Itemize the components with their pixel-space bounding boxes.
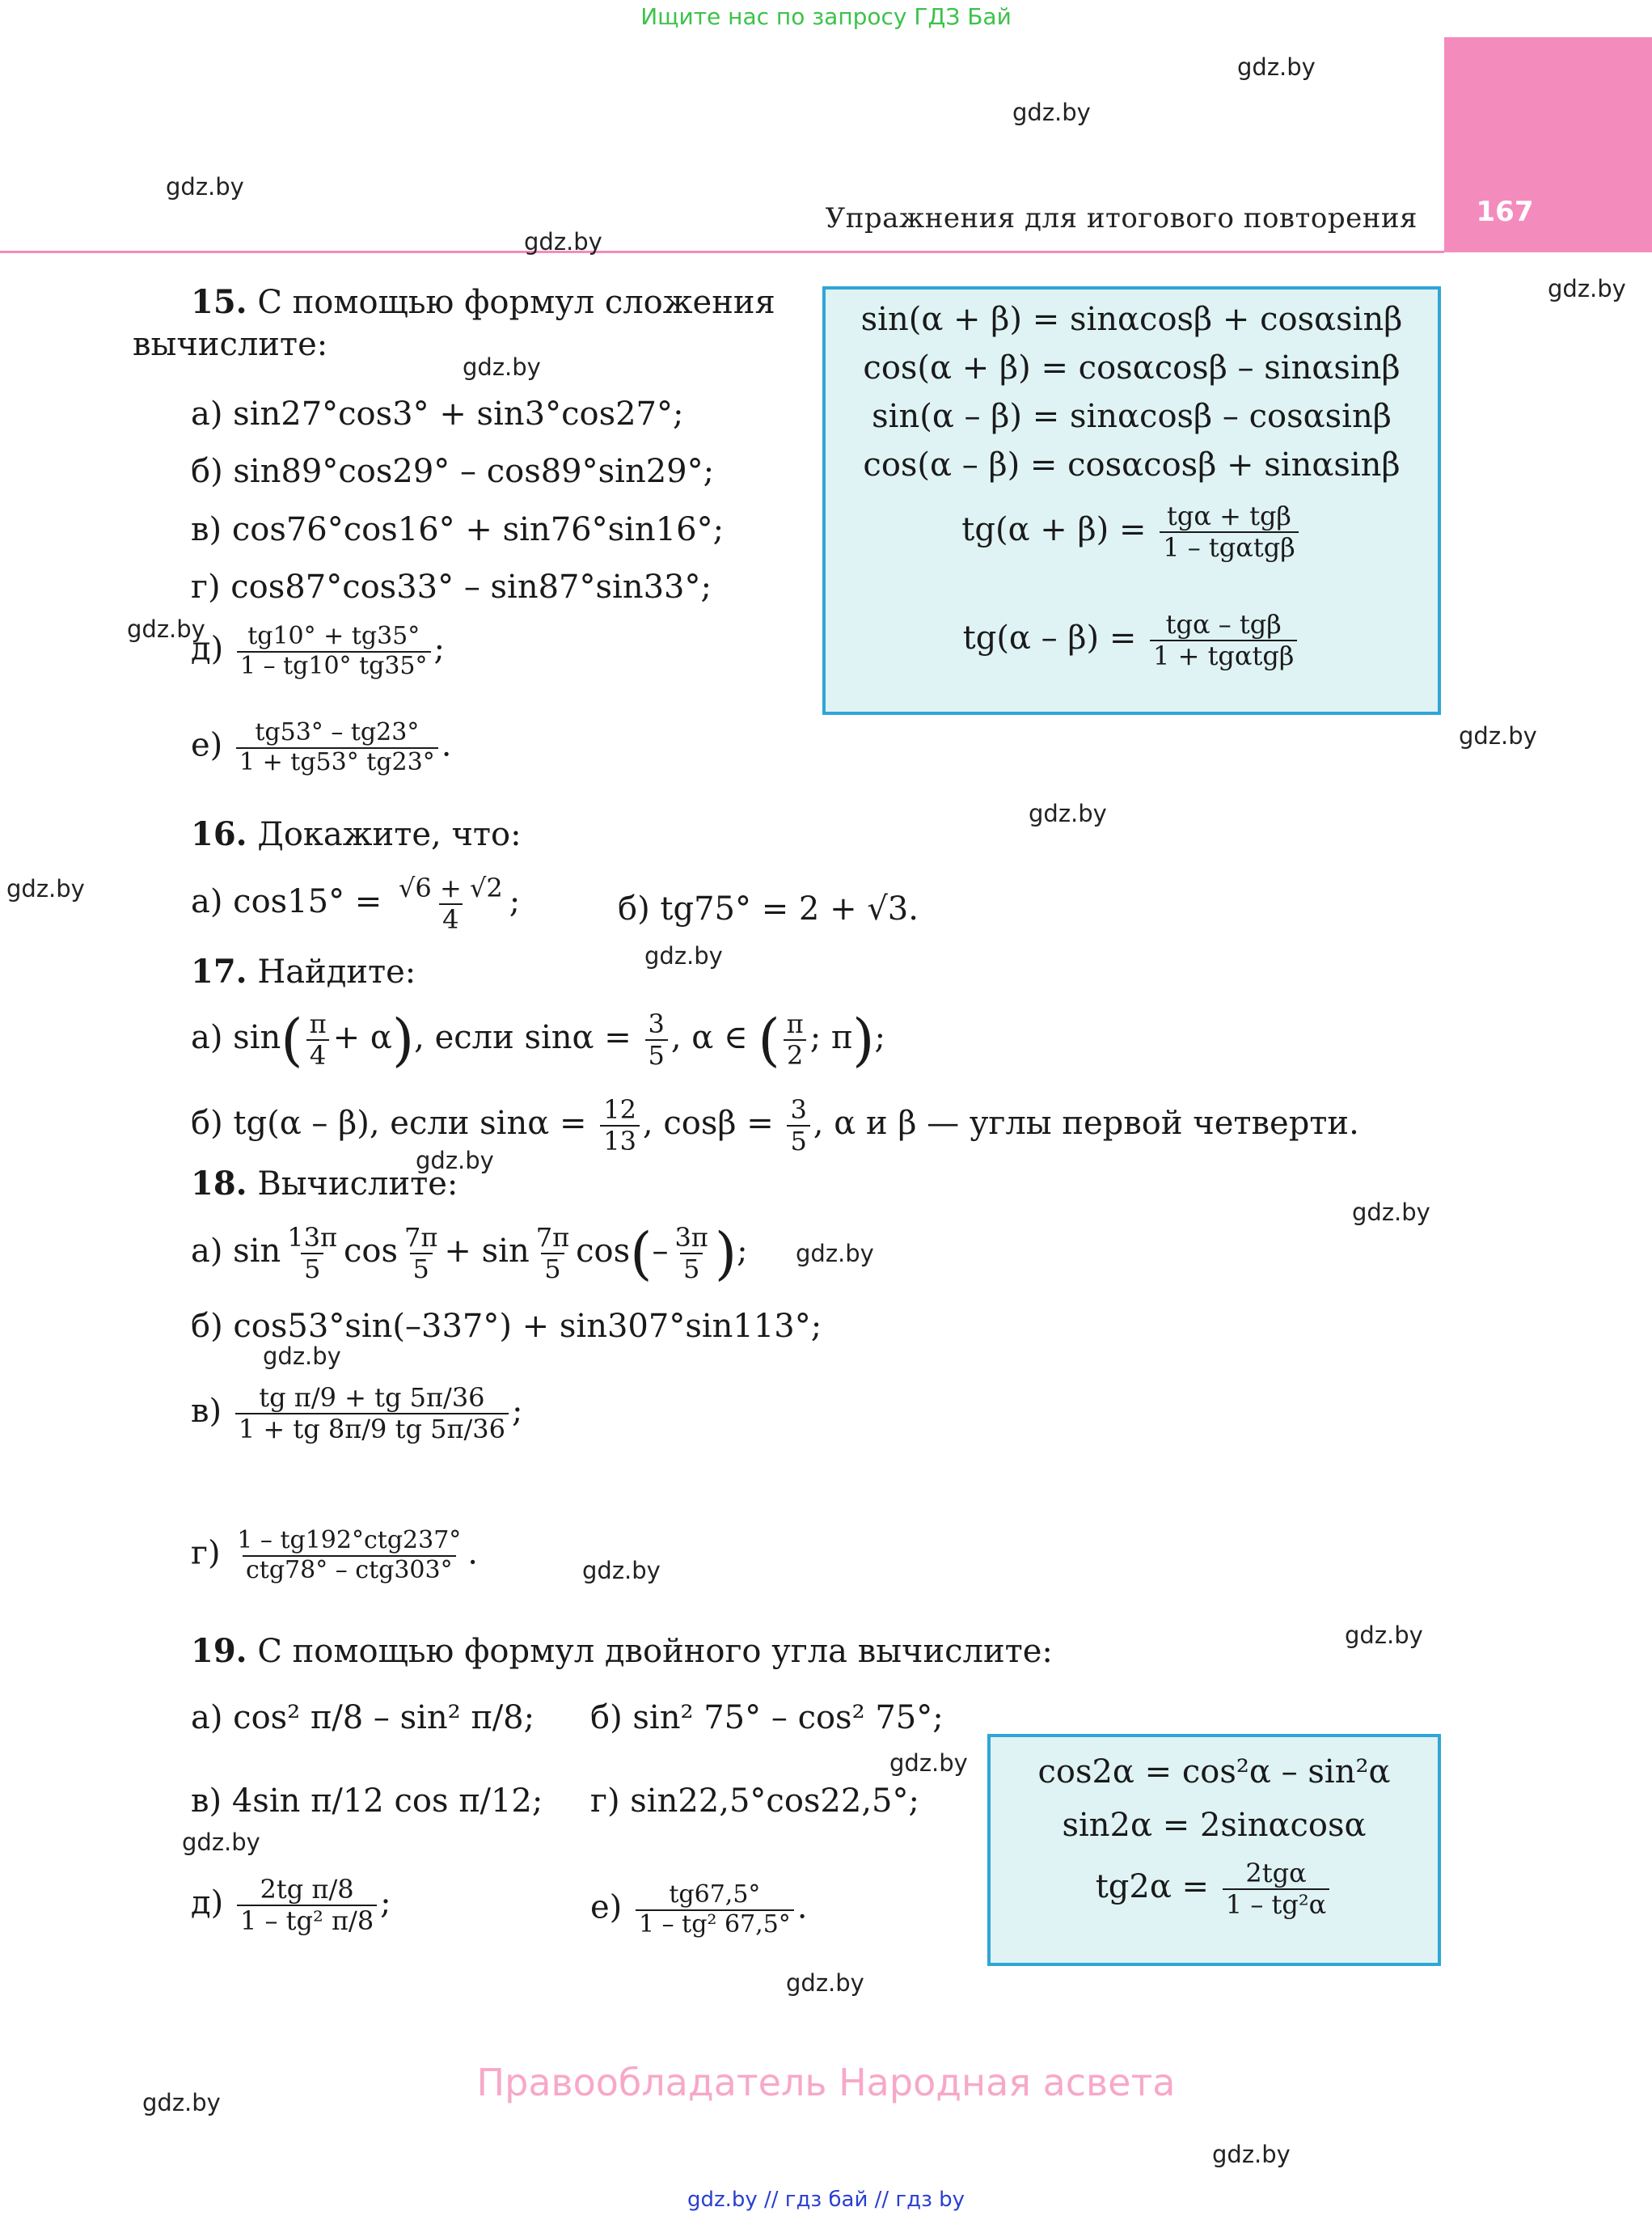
punctuation: . [796, 1888, 808, 1926]
ex15-item-g: г) cos87°cos33° – sin87°sin33°; [191, 569, 712, 606]
page-number: 167 [1476, 196, 1534, 228]
numerator: √6 + √2 [399, 873, 503, 903]
formula-text: , если sinα = [414, 1018, 632, 1056]
numerator: 13π [287, 1222, 337, 1253]
exercise-title: Вычислите: [257, 1165, 458, 1203]
watermark: gdz.by [524, 228, 602, 256]
denominator: 1 – tg10° tg35° [237, 651, 431, 681]
ex18-item-v [191, 1383, 522, 1444]
numerator: tg10° + tg35° [247, 622, 420, 650]
denominator: 1 + tg53° tg23° [236, 747, 438, 777]
formula-text: ; π [809, 1018, 853, 1056]
exercise-16-heading [191, 815, 522, 854]
watermark: gdz.by [142, 2089, 221, 2116]
item-label: е) [590, 1888, 623, 1926]
watermark: gdz.by [1459, 722, 1537, 750]
numerator: 2tgα [1245, 1858, 1307, 1888]
watermark: gdz.by [1212, 2141, 1291, 2168]
paren-close: ) [852, 1006, 875, 1073]
item-label: е) [191, 726, 223, 764]
watermark: gdz.by [1029, 800, 1107, 827]
ex19-item-d [191, 1875, 391, 1936]
bottom-links[interactable]: gdz.by // гдз бай // гдз by [687, 2188, 965, 2212]
ex15-item-b: б) sin89°cos29° – cos89°sin29°; [191, 453, 715, 490]
ex18-item-a [191, 1220, 748, 1287]
paren-open: ( [758, 1006, 780, 1073]
fraction [237, 1875, 377, 1936]
fraction [237, 623, 431, 680]
watermark: gdz.by [889, 1749, 968, 1777]
ex19-item-b: б) sin² 75° – cos² 75°; [590, 1699, 944, 1736]
formula-line [991, 1858, 1438, 1920]
fraction [671, 1223, 711, 1284]
exercise-15-heading [191, 283, 775, 322]
ex18-item-g [191, 1527, 478, 1584]
watermark: gdz.by [127, 615, 205, 643]
denominator: 5 [410, 1253, 433, 1284]
exercise-title: С помощью формул двойного угла вычислите: [257, 1633, 1053, 1670]
numerator: π [786, 1008, 804, 1039]
denominator: 1 – tg² 67,5° [636, 1909, 794, 1939]
running-header: Упражнения для итогового повторения [825, 202, 1418, 235]
addition-formulas-box [822, 286, 1441, 715]
denominator: ctg78° – ctg303° [243, 1555, 456, 1585]
denominator: 13 [600, 1125, 640, 1156]
denominator: 1 – tg² π/8 [237, 1905, 377, 1936]
item-label: г) [191, 1534, 221, 1572]
watermark: gdz.by [1237, 53, 1316, 81]
numerator: 7π [404, 1222, 438, 1253]
denominator: 2 [784, 1039, 806, 1071]
punctuation: ; [380, 1884, 391, 1922]
fraction [636, 1881, 794, 1939]
formula-text: а) sin [191, 1018, 281, 1056]
watermark: gdz.by [1012, 99, 1091, 126]
punctuation: ; [511, 1392, 523, 1430]
numerator: 3π [674, 1222, 708, 1253]
numerator: 7π [535, 1222, 570, 1253]
watermark: gdz.by [416, 1147, 494, 1174]
exercise-number: 17. [191, 953, 247, 991]
numerator: 12 [603, 1094, 636, 1125]
fraction [401, 1223, 441, 1284]
denominator: 5 [301, 1253, 323, 1284]
fraction [645, 1009, 668, 1071]
formula-text: б) tg(α – β), если sinα = [191, 1104, 587, 1142]
denominator: 4 [306, 1039, 329, 1071]
ex15-item-d [191, 623, 445, 680]
watermark: gdz.by [1548, 275, 1626, 302]
exercise-15-title-cont: вычислите: [133, 326, 328, 363]
formula-text: – [652, 1232, 669, 1270]
formula-line: sin2α = 2sinαcosα [1062, 1807, 1367, 1844]
paren-close: ) [391, 1006, 415, 1073]
numerator: π [309, 1008, 327, 1039]
exercise-19-heading [191, 1632, 1053, 1671]
formula-line: sin(α – β) = sinαcosβ – cosαsinβ [872, 398, 1392, 435]
numerator: 3 [648, 1008, 665, 1039]
denominator: 5 [645, 1039, 668, 1071]
header-divider [0, 251, 1444, 253]
formula-text: , α и β — углы первой четверти. [813, 1104, 1359, 1142]
formula-line: cos2α = cos²α – sin²α [1037, 1753, 1391, 1791]
watermark: gdz.by [796, 1240, 874, 1267]
watermark: gdz.by [582, 1557, 661, 1584]
watermark: gdz.by [182, 1829, 260, 1856]
formula-line: sin(α + β) = sinαcosβ + cosαsinβ [860, 301, 1403, 338]
exercise-number: 15. [191, 283, 247, 321]
fraction [1150, 610, 1297, 671]
numerator: 2tg π/8 [260, 1874, 354, 1905]
exercise-title: Докажите, что: [257, 816, 522, 853]
denominator: 1 + tgαtgβ [1150, 640, 1297, 671]
formula-line: cos(α + β) = cosαcosβ – sinαsinβ [863, 349, 1401, 387]
numerator: 1 – tg192°ctg237° [237, 1526, 462, 1554]
fraction [306, 1009, 330, 1071]
ex15-item-e [191, 719, 451, 776]
punctuation: ; [509, 882, 521, 920]
paren-close: ) [714, 1220, 737, 1287]
punctuation: ; [737, 1232, 748, 1270]
formula-line [826, 610, 1438, 671]
ex15-item-a: а) sin27°cos3° + sin3°cos27°; [191, 395, 684, 433]
exercise-18-heading [191, 1165, 458, 1203]
formula-text: , α ∈ [670, 1018, 748, 1056]
denominator: 5 [680, 1253, 703, 1284]
fraction [395, 873, 506, 935]
formula-text: + α [332, 1018, 392, 1056]
watermark: gdz.by [463, 353, 541, 381]
exercise-number: 18. [191, 1165, 247, 1203]
denominator: 1 – tg²α [1223, 1888, 1329, 1920]
exercise-17-heading [191, 953, 416, 991]
double-angle-formulas-box [987, 1734, 1441, 1966]
numerator: tgα + tgβ [1166, 501, 1291, 531]
formula-line [826, 501, 1438, 563]
watermark: gdz.by [263, 1342, 341, 1370]
exercise-number: 16. [191, 815, 247, 853]
fraction [234, 1527, 464, 1584]
formula-line: cos(α – β) = cosαcosβ + sinαsinβ [863, 446, 1401, 484]
denominator: 1 + tg 8π/9 tg 5π/36 [235, 1413, 509, 1444]
formula-text: , cosβ = [642, 1104, 774, 1142]
ex19-item-e [590, 1881, 808, 1939]
top-banner: Ищите нас по запросу ГДЗ Бай [640, 3, 1012, 30]
numerator: tg53° – tg23° [255, 718, 420, 746]
numerator: tg π/9 + tg 5π/36 [259, 1382, 485, 1413]
exercise-number: 19. [191, 1632, 247, 1670]
punctuation: ; [433, 630, 445, 668]
watermark: gdz.by [166, 173, 244, 201]
ex19-item-a: а) cos² π/8 – sin² π/8; [191, 1699, 535, 1736]
denominator: 4 [439, 903, 462, 935]
fraction [1223, 1858, 1329, 1920]
paren-open: ( [630, 1220, 653, 1287]
paren-open: ( [281, 1006, 303, 1073]
fraction [236, 719, 438, 776]
ex15-item-v: в) cos76°cos16° + sin76°sin16°; [191, 511, 725, 548]
ex17-item-b [191, 1095, 1359, 1156]
watermark: gdz.by [1352, 1199, 1430, 1226]
exercise-title: Найдите: [257, 953, 416, 991]
ex17-item-a: а) sin( $\frac{\pi}{4}$ + α), если sinα = $\frac{3}{5}$ , α ∈ ( $\frac{\pi}{2}$ ; π); [191, 1006, 885, 1073]
formula-text: + sin [444, 1232, 530, 1270]
copyright-footer: Правообладатель Народная асвета [476, 2061, 1176, 2104]
formula-text: cos [344, 1232, 399, 1270]
formula-text: а) sin [191, 1232, 281, 1270]
numerator: 3 [790, 1094, 807, 1125]
fraction [284, 1223, 340, 1284]
ex19-item-v: в) 4sin π/12 cos π/12; [191, 1782, 543, 1820]
formula-text: cos [576, 1232, 631, 1270]
watermark: gdz.by [644, 942, 723, 970]
numerator: tg67,5° [669, 1880, 761, 1909]
fraction [784, 1009, 807, 1071]
item-label: д) [191, 630, 224, 668]
fraction [235, 1383, 509, 1444]
punctuation: . [441, 726, 452, 764]
fraction [1160, 501, 1299, 563]
ex19-item-g: г) sin22,5°cos22,5°; [590, 1782, 919, 1820]
formula-lhs: tg(α – β) = [962, 619, 1137, 657]
item-label: в) [191, 1392, 222, 1430]
formula-lhs: а) cos15° = [191, 882, 382, 920]
punctuation: . [467, 1534, 479, 1572]
watermark: gdz.by [6, 875, 85, 903]
formula-lhs: tg2α = [1095, 1867, 1210, 1905]
ex16-item-a [191, 873, 520, 935]
watermark: gdz.by [786, 1969, 864, 1997]
fraction [600, 1095, 640, 1156]
denominator: 5 [541, 1253, 564, 1284]
item-label: д) [191, 1884, 224, 1922]
numerator: tgα – tgβ [1165, 609, 1282, 640]
denominator: 5 [787, 1125, 809, 1156]
denominator: 1 – tgαtgβ [1160, 531, 1299, 563]
watermark: gdz.by [1345, 1621, 1423, 1649]
formula-lhs: tg(α + β) = [961, 510, 1147, 548]
exercise-title: С помощью формул сложения [257, 284, 775, 321]
ex18-item-b: б) cos53°sin(–337°) + sin307°sin113°; [191, 1308, 822, 1345]
fraction [787, 1095, 809, 1156]
ex16-item-b: б) tg75° = 2 + √3. [618, 890, 919, 928]
fraction [533, 1223, 572, 1284]
